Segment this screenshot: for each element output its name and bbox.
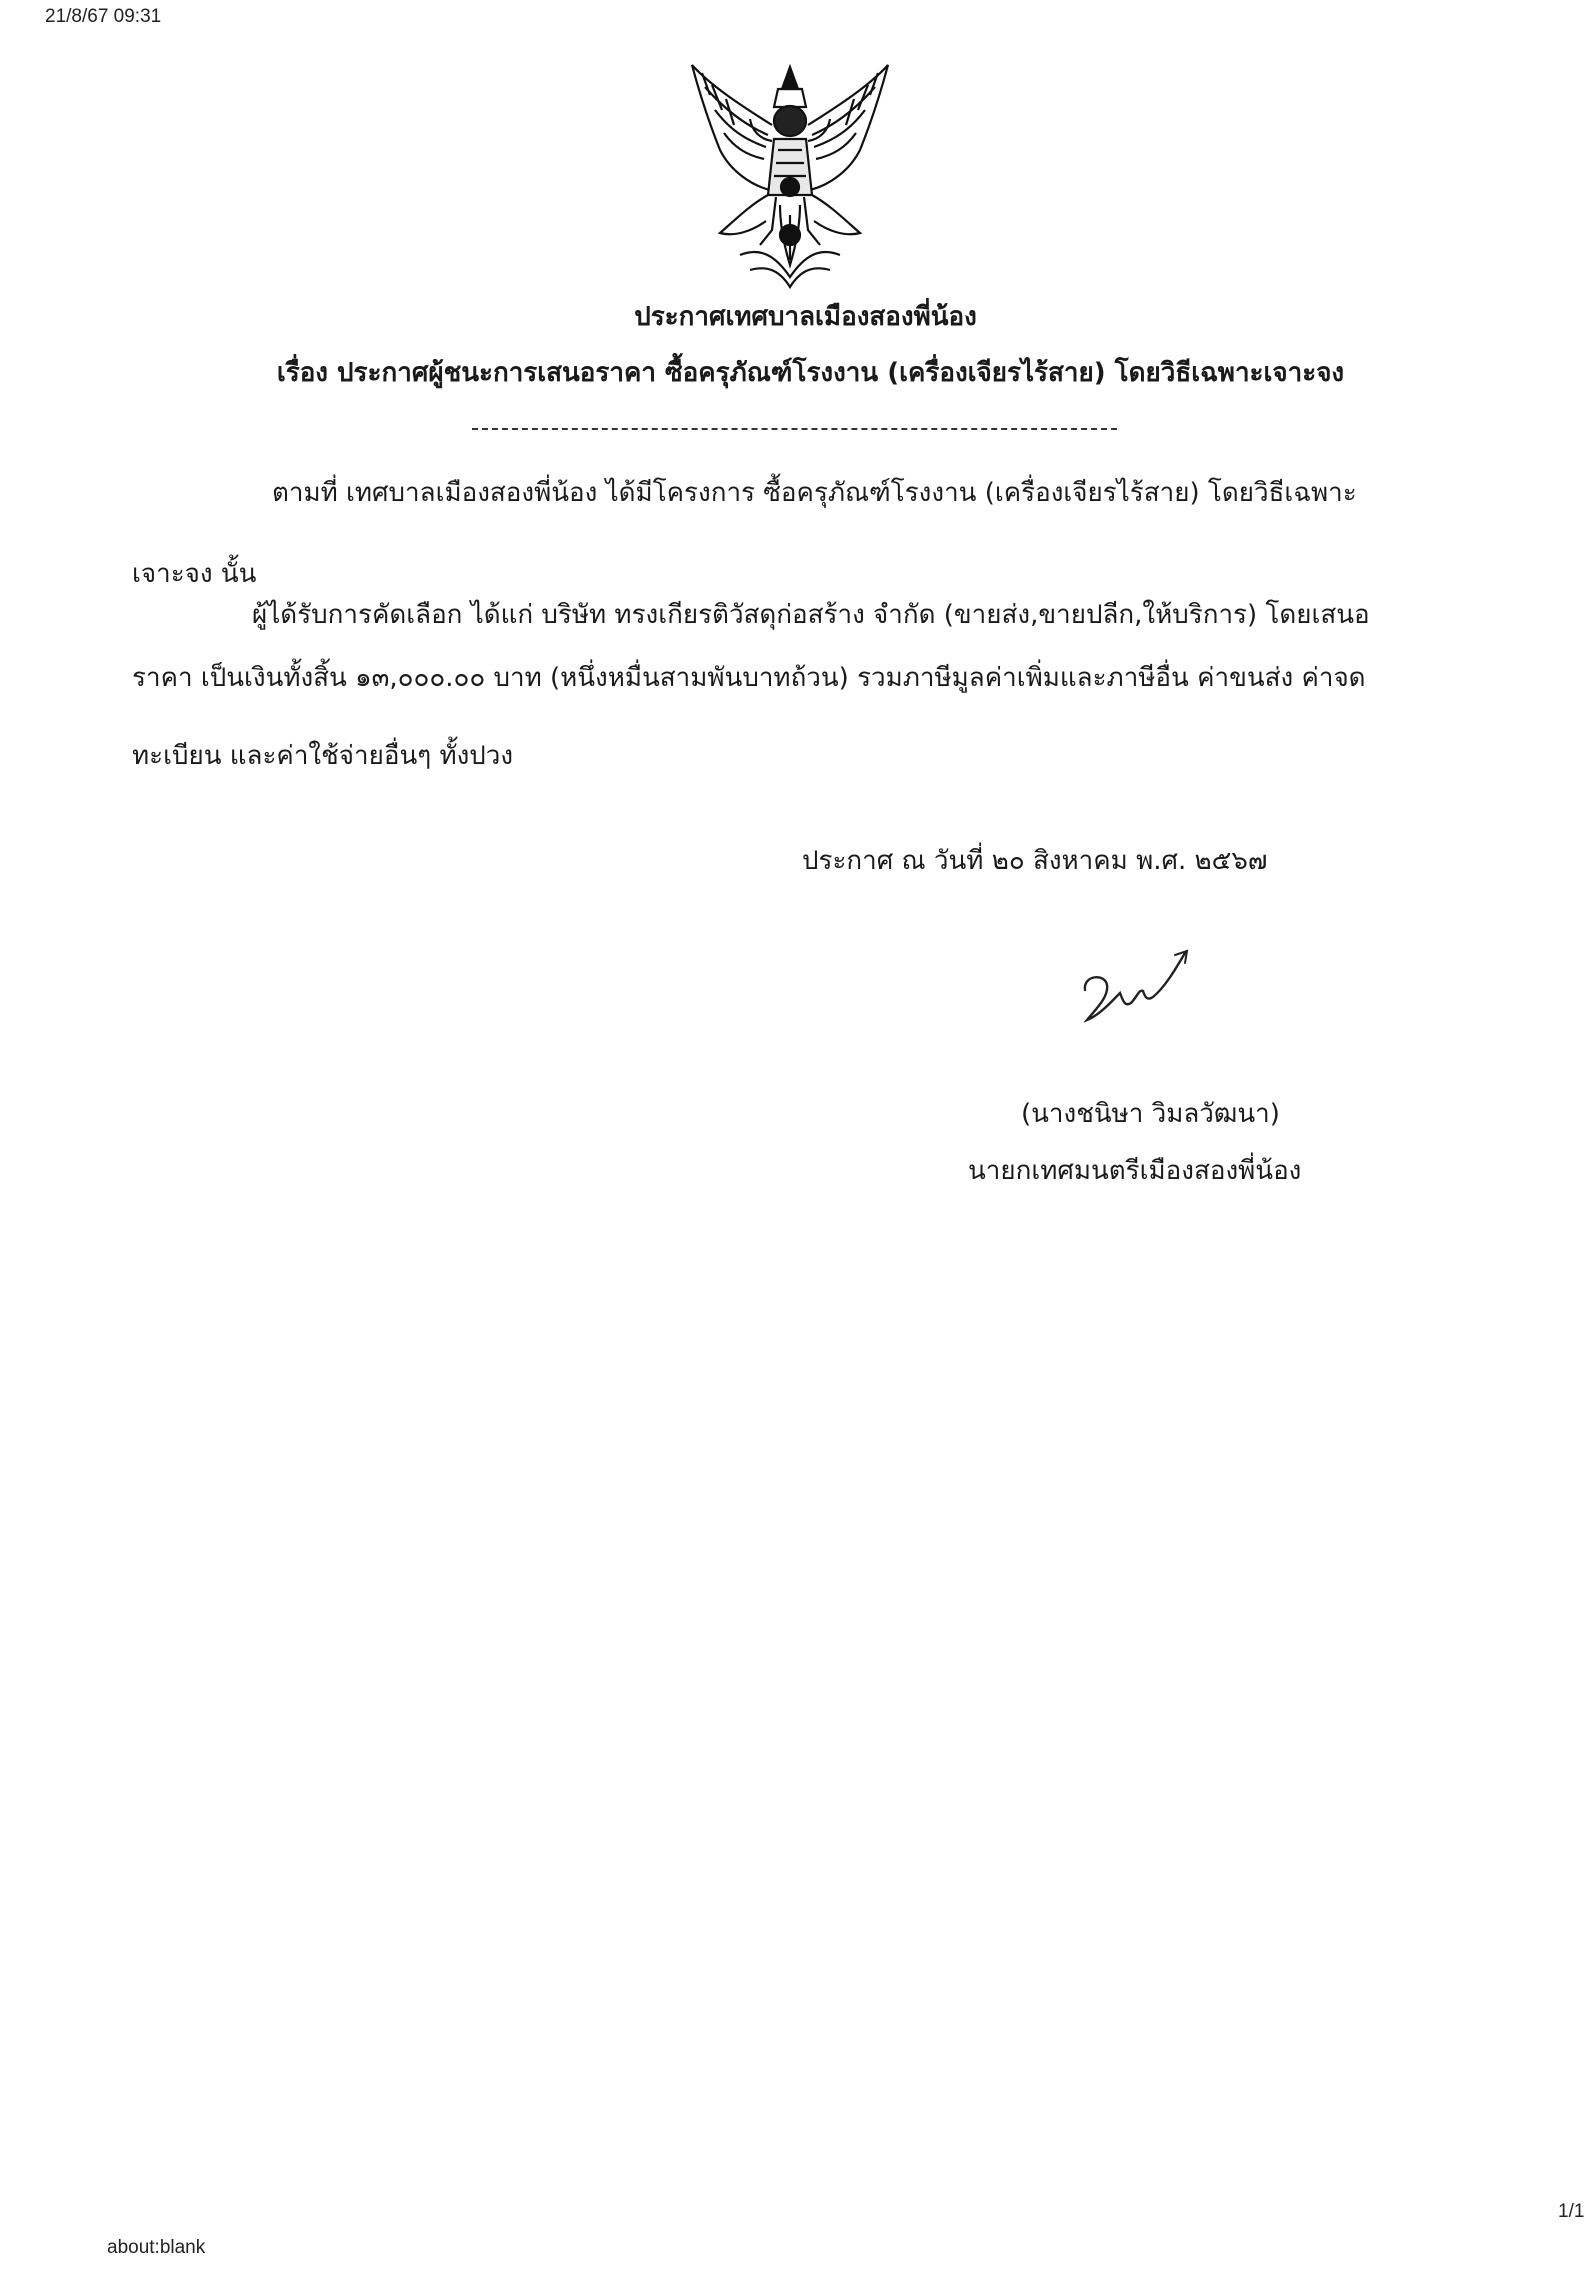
paragraph-2-line-3: ทะเบียน และค่าใช้จ่ายอื่นๆ ทั้งปวง [132, 741, 514, 771]
print-url: about:blank [107, 2237, 206, 2258]
page-number: 1/1 [1558, 2201, 1585, 2222]
garuda-emblem-icon [680, 55, 900, 295]
announcement-date: ประกาศ ณ วันที่ ๒๐ สิงหาคม พ.ศ. ๒๕๖๗ [802, 846, 1268, 876]
signer-name: (นางชนิษา วิมลวัฒนา) [1021, 1099, 1280, 1129]
document-subject: เรื่อง ประกาศผู้ชนะการเสนอราคา ซื้อครุภัณฑ์โรงงาน (เครื่องเจียรไร้สาย) โดยวิธีเฉพาะเจาะจง [276, 358, 1345, 388]
title-separator [472, 428, 1117, 430]
document-title: ประกาศเทศบาลเมืองสองพี่น้อง [634, 302, 977, 332]
signer-position: นายกเทศมนตรีเมืองสองพี่น้อง [968, 1156, 1302, 1186]
print-timestamp: 21/8/67 09:31 [45, 6, 162, 27]
paragraph-1-line-2: เจาะจง นั้น [132, 559, 257, 589]
paragraph-2-line-1: ผู้ได้รับการคัดเลือก ได้แก่ บริษัท ทรงเกียรติวัสดุก่อสร้าง จำกัด (ขายส่ง,ขายปลีก,ให้บริการ) โดยเสนอ [252, 600, 1370, 630]
handwritten-signature [1075, 945, 1205, 1030]
paragraph-2-line-2: ราคา เป็นเงินทั้งสิ้น ๑๓,๐๐๐.๐๐ บาท (หนึ่งหมื่นสามพันบาทถ้วน) รวมภาษีมูลค่าเพิ่มและภาษีอื่น ค่าขนส่ง ค่าจด [132, 663, 1366, 693]
paragraph-1-line-1: ตามที่ เทศบาลเมืองสองพี่น้อง ได้มีโครงการ ซื้อครุภัณฑ์โรงงาน (เครื่องเจียรไร้สาย) โดยวิธีเฉพาะ [272, 478, 1357, 508]
